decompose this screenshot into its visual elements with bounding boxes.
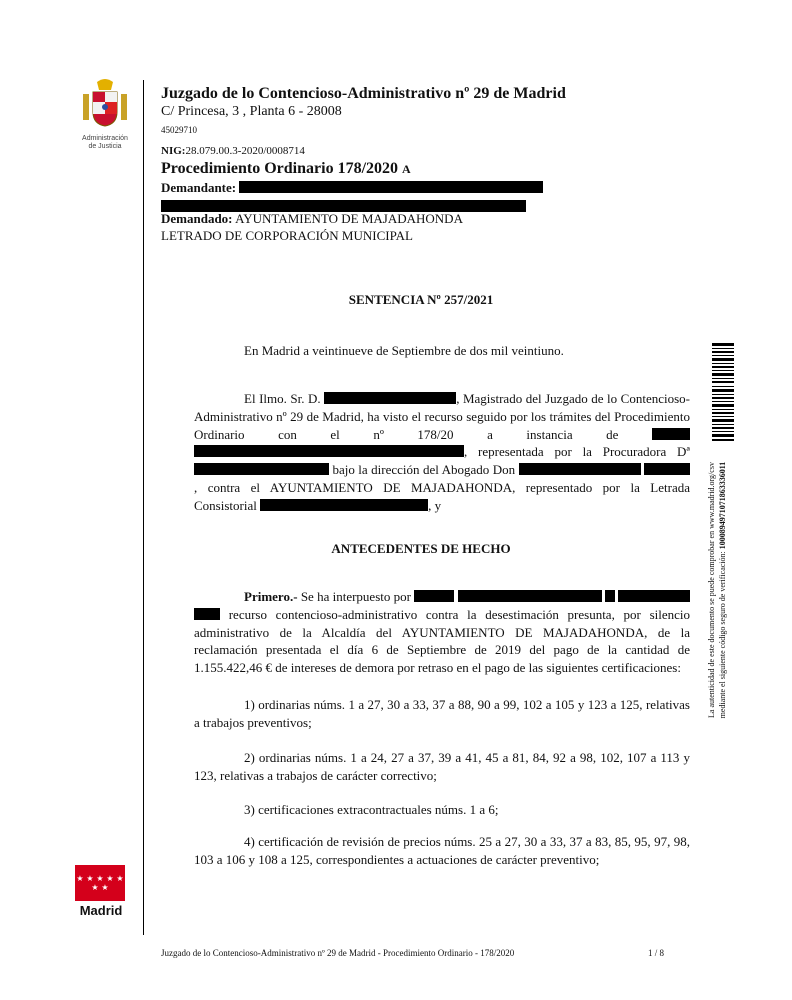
redaction xyxy=(194,608,220,620)
redaction xyxy=(644,463,690,475)
redaction xyxy=(414,590,454,602)
defendant-line-2: LETRADO DE CORPORACIÓN MUNICIPAL xyxy=(161,228,413,243)
redaction xyxy=(260,499,428,511)
intro-text-5: , contra el AYUNTAMIENTO DE MAJADAHONDA, representado por la Letrada Consistorial xyxy=(194,479,690,513)
intro-text-6: , y xyxy=(428,497,442,513)
coat-of-arms-icon xyxy=(75,78,135,130)
redaction xyxy=(458,590,602,602)
intro-text-2: , Magistrado del Juzgado de lo Contencioso-Administrativo nº 29 de Madrid, ha visto el recurso seguido por los trámites del Procedimiento Ordinario con el nº 178/20 a instancia de xyxy=(194,391,690,442)
justice-logo xyxy=(75,78,135,151)
intro-text-1: El Ilmo. Sr. D. xyxy=(244,391,321,406)
margin-rule xyxy=(143,80,144,935)
verification-note xyxy=(706,440,746,740)
madrid-stars-icon: ★ ★ ★ ★ ★ ★ ★ xyxy=(75,865,125,901)
redaction xyxy=(652,428,690,440)
primero-paragraph xyxy=(194,588,690,677)
defendant-value: AYUNTAMIENTO DE MAJADAHONDA xyxy=(235,211,463,226)
plaintiff-line xyxy=(161,180,543,196)
verification-line-2 xyxy=(717,440,728,740)
redaction xyxy=(324,392,456,404)
verification-text: mediante el siguiente código seguro de verificación: xyxy=(718,551,727,719)
redaction xyxy=(239,181,543,193)
madrid-label: Madrid xyxy=(79,903,123,918)
redaction xyxy=(194,445,464,457)
procedure-suffix: A xyxy=(402,162,411,176)
list-item: 2) ordinarias núms. 1 a 24, 27 a 37, 39 a 41, 45 a 81, 84, 92 a 98, 102, 107 a 113 y 123, relativas a trabajos de carácter correctivo; xyxy=(194,750,690,783)
sentence-title: SENTENCIA Nº 257/2021 xyxy=(348,292,494,307)
procedure-text: Procedimiento Ordinario 178/2020 xyxy=(161,160,399,177)
list-item: 3) certificaciones extracontractuales núms. 1 a 6; xyxy=(244,802,499,817)
redaction xyxy=(618,590,690,602)
defendant-line xyxy=(161,211,463,227)
list-item: 1) ordinarias núms. 1 a 27, 30 a 33, 37 a 88, 90 a 99, 102 a 105 y 123 a 125, relativas a trabajos preventivos; xyxy=(194,697,690,730)
footer-text: Juzgado de lo Contencioso-Administrativo nº 29 de Madrid - Procedimiento Ordinario - 178/2020 xyxy=(161,948,515,958)
redaction xyxy=(194,463,329,475)
court-code: 45029710 xyxy=(161,125,197,135)
justice-caption-2: de Justicia xyxy=(88,143,122,150)
court-name: Juzgado de lo Contencioso-Administrativo nº 29 de Madrid xyxy=(161,85,566,102)
nig-label: NIG: xyxy=(161,145,186,157)
primero-text-2: recurso contencioso-administrativo contra la desestimación presunta, por silencio administrativo de la Alcaldía del AYUNTAMIENTO DE MAJADAHONDA, de la reclamación presentada el día 6 de Septiembre de 2019 del pago de la cantidad de 1.155.422,46 € de intereses de demora por retraso en el pago de las siguientes certificaciones: xyxy=(194,606,691,676)
intro-text-3: , representada por la Procuradora Dª xyxy=(464,444,690,460)
date-line: En Madrid a veintinueve de Septiembre de dos mil veintiuno. xyxy=(244,343,564,358)
nig-value: 28.079.00.3-2020/0008714 xyxy=(185,145,305,157)
antecedentes-title: ANTECEDENTES DE HECHO xyxy=(331,541,511,556)
madrid-logo xyxy=(75,865,127,918)
nig-line xyxy=(161,145,305,157)
defendant-label: Demandado: xyxy=(161,211,233,226)
redaction xyxy=(605,590,615,602)
court-address: C/ Princesa, 3 , Planta 6 - 28008 xyxy=(161,104,342,119)
redaction xyxy=(519,463,641,475)
procedure-title xyxy=(161,160,411,178)
intro-paragraph xyxy=(194,390,690,515)
list-item: 4) certificación de revisión de precios núms. 25 a 27, 30 a 33, 37 a 83, 85, 95, 97, 98, 103 a 106 y 108 a 125, correspondientes a actuaciones de carácter preventivo; xyxy=(194,834,690,867)
primero-label: Primero.- xyxy=(244,589,298,604)
verification-code: 1000894971071863336011 xyxy=(718,461,727,550)
justice-caption-1: Administración xyxy=(82,135,128,142)
verification-line-1: La autenticidad de este documento se puede comprobar en www.madrid.org/csv xyxy=(707,462,716,718)
intro-text-4: bajo la dirección del Abogado Don xyxy=(332,462,516,478)
primero-text-1: Se ha interpuesto por xyxy=(300,589,411,604)
page-number: 1 / 8 xyxy=(648,948,665,958)
plaintiff-label: Demandante: xyxy=(161,180,237,195)
barcode-icon xyxy=(712,343,734,443)
